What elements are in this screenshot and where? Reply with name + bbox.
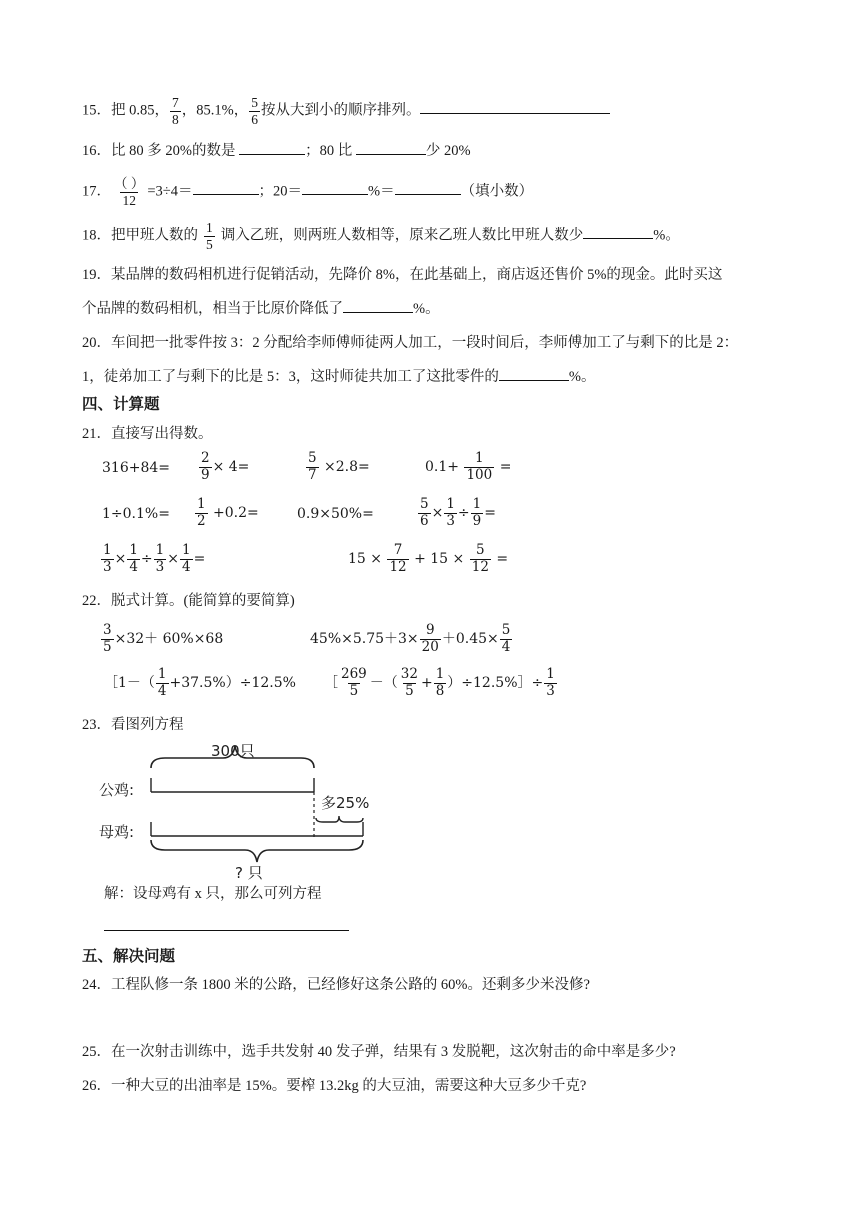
calc-item: 0.1+ $\frac{1}{100}$ = [425,450,512,483]
answer-blank[interactable] [499,366,569,381]
answer-blank[interactable] [395,180,461,195]
calc-item: ［ $\frac{269}{5}$ －（ $\frac{32}{5}$ + $\frac{1}{8}$ ）÷12.5%］÷ $\frac{1}{3}$ [324,666,555,699]
question-21-title: 21．直接写出得数。 [82,426,213,442]
fraction: $\frac{( )}{12}$ [114,176,145,208]
question-25: 25．在一次射击训练中，选手共发射 40 发子弹，结果有 3 发脱靶，这次射击的命中率是多少? [82,1044,676,1060]
calc-item: 0.9×50%= [297,506,374,522]
question-24: 24．工程队修一条 1800 米的公路，已经修好这条公路的 60%。还剩多少米没修? [82,977,590,993]
fraction: $\frac{7}{8}$ [172,95,179,127]
calc-item: $\frac{2}{9}$ × 4= [201,450,250,483]
calc-item: 15 × $\frac{7}{12}$ + 15 × $\frac{5}{12}$ = [348,542,509,575]
calc-item: 1÷0.1%= [102,506,170,522]
question-19-line1: 19．某品牌的数码相机进行促销活动，先降价 8%，在此基础上，商店返还售价 5%的现金。此时买这 [82,267,723,283]
question-23-answer: 解：设母鸡有 x 只，那么可列方程 [104,886,322,902]
answer-blank[interactable] [302,180,368,195]
calc-item: $\frac{3}{5}$ ×32＋ 60%×68 [103,622,224,655]
line-segment-diagram [95,738,385,888]
question-22-title: 22．脱式计算。(能简算的要简算) [82,593,295,609]
answer-blank[interactable] [420,99,610,114]
calc-item: $\frac{5}{6}$ × $\frac{1}{3}$ ÷ $\frac{1}{9}$ = [420,496,496,529]
hen-label: 母鸡: [99,823,135,841]
question-20-line2: 1，徒弟加工了与剩下的比是 5：3，这时师徒共加工了这批零件的 %。 [82,365,595,386]
fraction: $\frac{5}{6}$ [251,95,258,127]
calc-item: ［1－（ $\frac{1}{4}$ +37.5%）÷12.5% [104,666,296,699]
question-23-title: 23．看图列方程 [82,717,184,733]
diagram-bottom-label: ? 只 [235,864,263,882]
calc-item: 316+84= [102,460,170,476]
fraction: $\frac{1}{5}$ [206,220,213,252]
rooster-label: 公鸡: [99,781,135,799]
question-18: 18．把甲班人数的 $\frac{1}{5}$ 调入乙班，则两班人数相等，原来乙班人数比甲班人数少 %。 [82,220,680,252]
question-15: 15．把 0.85， $\frac{7}{8}$ ，85.1%， $\frac{5}{6}$ 按从大到小的顺序排列。 [82,96,610,126]
question-26: 26．一种大豆的出油率是 15%。要榨 13.2kg 的大豆油，需要这种大豆多少千克? [82,1078,587,1094]
answer-blank[interactable] [239,140,305,155]
calc-item: $\frac{1}{3}$ × $\frac{1}{4}$ ÷ $\frac{1}{3}$ × $\frac{1}{4}$ = [103,542,206,575]
more-percent-label: 多25% [321,794,370,812]
answer-blank[interactable] [356,140,426,155]
section-heading: 五、解决问题 [82,947,176,965]
section-heading: 四、计算题 [82,395,160,413]
question-16: 16．比 80 多 20%的数是 ；80 比 少 20% [82,139,471,160]
question-19-line2: 个品牌的数码相机，相当于比原价降低了 %。 [82,297,440,318]
calc-item: $\frac{1}{2}$ +0.2= [197,496,259,529]
diagram-top-label: 300只 [211,742,255,760]
answer-blank[interactable] [193,180,259,195]
question-20-line1: 20．车间把一批零件按 3：2 分配给李师傅师徒两人加工，一段时间后，李师傅加工了与剩下的比是 2： [82,335,739,351]
answer-blank[interactable] [583,224,653,239]
question-17: 17． $\frac{( )}{12}$ =3÷4＝ ；20＝ %＝ （填小数） [82,176,534,208]
calc-item: 45%×5.75＋3× $\frac{9}{20}$ ＋0.45× $\frac{5}{4}$ [310,622,511,655]
answer-blank[interactable] [343,298,413,313]
calc-item: $\frac{5}{7}$ ×2.8= [308,450,370,483]
answer-line[interactable] [104,930,349,931]
